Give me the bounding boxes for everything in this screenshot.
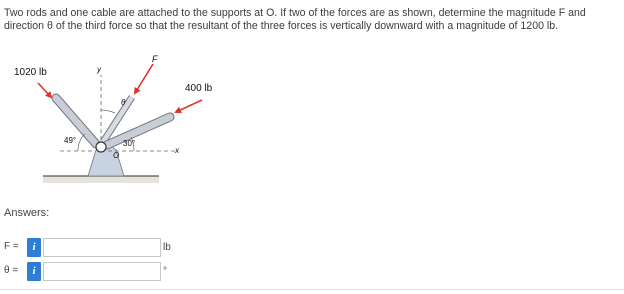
bottom-divider [0, 289, 624, 290]
x-axis-label: x [175, 146, 179, 155]
info-icon[interactable]: i [27, 238, 41, 257]
info-icon[interactable]: i [27, 262, 41, 281]
ground [43, 176, 159, 183]
force-left-arrow [38, 83, 51, 97]
force-f-arrow [135, 64, 153, 93]
theta-label: θ [121, 98, 126, 107]
answer-label-theta: θ = [4, 265, 19, 276]
answer-row-f [0, 238, 200, 258]
force-right-arrow [176, 100, 202, 112]
force-left-label: 1020 lb [14, 67, 47, 78]
unit-lb: lb [163, 242, 171, 253]
angle-left-label: 49° [64, 136, 77, 145]
origin-label: O [113, 151, 120, 160]
pin-o [96, 142, 106, 152]
theta-input[interactable] [43, 262, 161, 281]
answers-title: Answers: [4, 207, 50, 219]
unit-degree: ° [163, 266, 167, 277]
angle-right-label: 30° [123, 139, 136, 148]
force-right-label: 400 lb [185, 83, 213, 94]
theta-arc [101, 110, 115, 113]
answer-row-theta [0, 262, 200, 282]
y-axis-label: y [97, 65, 101, 74]
f-magnitude-input[interactable] [43, 238, 161, 257]
answer-label-f: F = [4, 241, 19, 252]
force-f-label: F [152, 54, 158, 64]
question-text: Two rods and one cable are attached to the supports at O. If two of the forces are as shown, determine the magnitude F and direction θ of the third force so that the resultant of the three forces is vertically downward with a magnitude of 1200 lb. [4, 7, 586, 32]
